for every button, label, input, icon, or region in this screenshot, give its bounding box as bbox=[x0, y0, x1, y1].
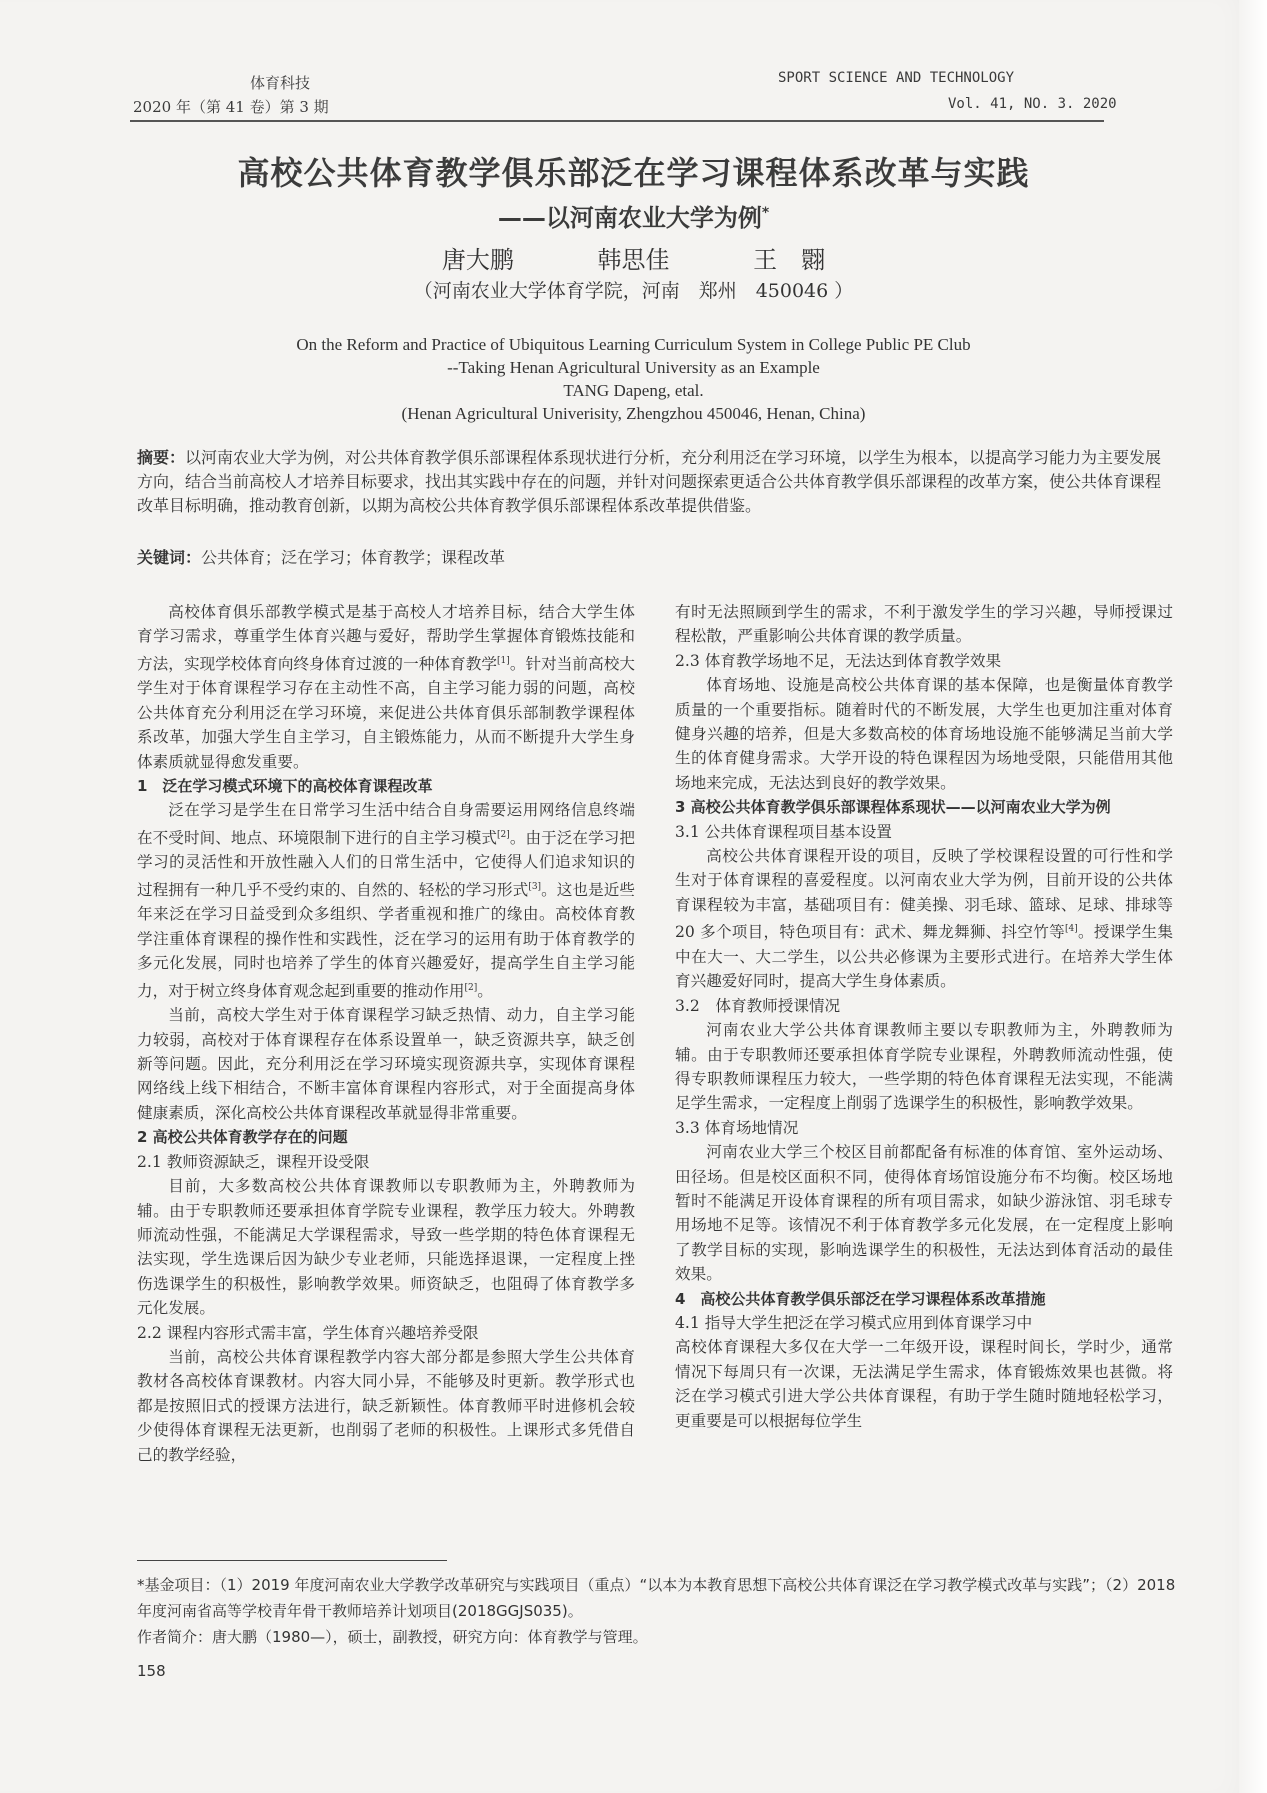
header-journal-en: SPORT SCIENCE AND TECHNOLOGY bbox=[778, 70, 1015, 86]
header-rule bbox=[130, 120, 1104, 122]
paragraph: 泛在学习是学生在日常学习生活中结合自身需要运用网络信息终端在不受时间、地点、环境限制下进行的自主学习模式[2]。由于泛在学习把学习的灵活性和开放性融入人们的日常生活中，它使得人们追求知识的过程拥有一种几乎不受约束的、自然的、轻松的学习形式[3]。这也是近些年来泛在学习日益受到众多组织、学者重视和推广的缘由。高校体育教学注重体育课程的操作性和实践性，泛在学习的运用有助于体育教学的多元化发展，同时也培养了学生的体育兴趣爱好，提高学生自主学习能力，对于树立终身体育观念起到重要的推动作用[2]。 bbox=[137, 801, 635, 1000]
author-bio: 作者简介：唐大鹏（1980—），硕士，副教授，研究方向：体育教学与管理。 bbox=[137, 1628, 648, 1646]
author-list bbox=[0, 240, 1267, 275]
subtitle-text: ——以河南农业大学为例 bbox=[497, 204, 762, 232]
header-journal-cn: 体育科技 bbox=[250, 74, 311, 92]
left-column bbox=[137, 600, 635, 1467]
abstract bbox=[137, 446, 1170, 518]
section-heading: 2 高校公共体育教学存在的问题 bbox=[137, 1128, 348, 1147]
english-title: On the Reform and Practice of Ubiquitous Learning Curriculum System in College Public PE Club bbox=[296, 335, 971, 354]
paragraph: 有时无法照顾到学生的需求，不利于激发学生的学习兴趣，导师授课过程松散，严重影响公共体育课的教学质量。 bbox=[675, 603, 1173, 646]
english-affiliation: (Henan Agricultural Univerisity, Zhengzhou 450046, Henan, China) bbox=[401, 404, 866, 423]
subsection-heading: 3.3 体育场地情况 bbox=[675, 1118, 799, 1137]
paragraph: 河南农业大学公共体育课教师主要以专职教师为主，外聘教师为辅。由于专职教师还要承担体育学院专业课程，外聘教师流动性强，使得专职教师课程压力较大，一些学期的特色体育课程无法实现，不能满足学生需求，一定程度上削弱了选课学生的积极性，影响教学效果。 bbox=[675, 1021, 1173, 1113]
section-heading: 3 高校公共体育教学俱乐部课程体系现状——以河南农业大学为例 bbox=[675, 798, 1111, 817]
citation-marker: [2] bbox=[497, 829, 510, 840]
citation-marker: [3] bbox=[528, 881, 542, 892]
paragraph: 当前，高校大学生对于体育课程学习缺乏热情、动力，自主学习能力较弱，高校对于体育课程存在体系设置单一，缺乏资源共享，缺乏创新等问题。因此，充分利用泛在学习环境实现资源共享，实现体育课程网络线上线下相结合，不断丰富体育课程内容形式，对于全面提高身体健康素质，深化高校公共体育课程改革就显得非常重要。 bbox=[137, 1006, 635, 1122]
paragraph: 当前，高校公共体育课程教学内容大部分都是参照大学生公共体育教材各高校体育课教材。内容大同小异，不能够及时更新。教学形式也都是按照旧式的授课方法进行，缺乏新颖性。体育教师平时进修机会较少使得体育课程无法更新，也削弱了老师的积极性。上课形式多凭借自己的教学经验， bbox=[137, 1347, 635, 1464]
article-title: 高校公共体育教学俱乐部泛在学习课程体系改革与实践 bbox=[237, 154, 1030, 192]
paragraph: 高校体育课程大多仅在大学一二年级开设，课程时间长，学时少，通常情况下每周只有一次课，无法满足学生需求，体育锻炼效果也甚微。将泛在学习模式引进大学公共体育课程，有助于学生随时随地轻松学习，更重要是可以根据每位学生 bbox=[675, 1338, 1173, 1430]
footnote-rule bbox=[137, 1560, 447, 1561]
english-subtitle: --Taking Henan Agricultural University as an Example bbox=[447, 358, 820, 377]
author-name: 唐大鹏 bbox=[441, 246, 514, 274]
header-issue-en: Vol. 41, NO. 3. 2020 bbox=[948, 96, 1117, 112]
affiliation: （河南农业大学体育学院，河南 郑州 450046 ） bbox=[413, 280, 854, 302]
paragraph: 目前，大多数高校公共体育课教师以专职教师为主，外聘教师为辅。由于专职教师还要承担体育学院专业课程，教学压力较大。外聘教师流动性强，不能满足大学课程需求，导致一些学期的特色体育课程无法实现，学生选课后因为缺少专业老师，只能选择退课，一定程度上挫伤选课学生的积极性，影响教学效果。师资缺乏，也阻碍了体育教学多元化发展。 bbox=[137, 1177, 635, 1318]
subsection-heading: 4.1 指导大学生把泛在学习模式应用到体育课学习中 bbox=[675, 1313, 1033, 1332]
english-author: TANG Dapeng, etal. bbox=[563, 381, 704, 400]
keywords-label: 关键词： bbox=[137, 548, 202, 567]
footnote bbox=[137, 1572, 1177, 1650]
keywords bbox=[137, 545, 1170, 568]
subsection-heading: 3.1 公共体育课程项目基本设置 bbox=[675, 822, 892, 841]
article-subtitle bbox=[0, 198, 1267, 233]
abstract-label: 摘要： bbox=[137, 448, 186, 467]
citation-marker: [1] bbox=[497, 655, 510, 666]
paragraph: 体育场地、设施是高校公共体育课的基本保障，也是衡量体育教学质量的一个重要指标。随着时代的不断发展，大学生也更加注重对体育健身兴趣的培养，但是大多数高校的体育场地设施不能够满足当前大学生的体育健身需求。大学开设的特色课程因为场地受限，只能借用其他场地来完成，无法达到良好的教学效果。 bbox=[675, 676, 1173, 792]
subsection-heading: 2.2 课程内容形式需丰富，学生体育兴趣培养受限 bbox=[137, 1323, 479, 1342]
author-name: 王 翾 bbox=[753, 246, 826, 274]
keywords-text: 公共体育；泛在学习；体育教学；课程改革 bbox=[201, 548, 506, 567]
abstract-text: 以河南农业大学为例，对公共体育教学俱乐部课程体系现状进行分析，充分利用泛在学习环境，以学生为根本，以提高学习能力为主要发展方向，结合当前高校人才培养目标要求，找出其实践中存在的问题，并针对问题探索更适合公共体育教学俱乐部课程的改革方案，使公共体育课程改革目标明确，推动教育创新，以期为高校公共体育教学俱乐部课程体系改革提供借鉴。 bbox=[137, 448, 1162, 515]
citation-marker: [4] bbox=[1065, 924, 1078, 935]
paragraph: 高校体育俱乐部教学模式是基于高校人才培养目标，结合大学生体育学习需求，尊重学生体育兴趣与爱好，帮助学生掌握体育锻炼技能和方法，实现学校体育向终身体育过渡的一种体育教学[1]。针对当前高校大学生对于体育课程学习存在主动性不高，自主学习能力弱的问题，高校公共体育充分利用泛在学习环境，来促进公共体育俱乐部制教学课程体系改革，加强大学生自主学习，自主锻炼能力，从而不断提升大学生身体素质就显得愈发重要。 bbox=[137, 603, 635, 771]
page-number: 158 bbox=[137, 1662, 166, 1680]
author-name: 韩思佳 bbox=[597, 246, 670, 274]
section-heading: 4 高校公共体育教学俱乐部泛在学习课程体系改革措施 bbox=[675, 1289, 1046, 1308]
paragraph: 高校公共体育课程开设的项目，反映了学校课程设置的可行性和学生对于体育课程的喜爱程度。以河南农业大学为例，目前开设的公共体育课程较为丰富，基础项目有：健美操、羽毛球、篮球、足球、排球等 20 多个项目，特色项目有：武术、舞龙舞狮、抖空竹等[4]。授课学生集中在大一、大二学生，以公共必修课为主要形式进行。在培养大学生体育兴趣爱好同时，提高大学生身体素质。 bbox=[675, 847, 1173, 991]
subsection-heading: 3.2 体育教师授课情况 bbox=[675, 996, 841, 1015]
subsection-heading: 2.3 体育教学场地不足，无法达到体育教学效果 bbox=[675, 651, 1002, 670]
subsection-heading: 2.1 教师资源缺乏，课程开设受限 bbox=[137, 1152, 370, 1171]
paragraph: 河南农业大学三个校区目前都配备有标准的体育馆、室外运动场、田径场。但是校区面积不同，使得体育场馆设施分布不均衡。校区场地暂时不能满足开设体育课程的所有项目需求，如缺少游泳馆、羽毛球专用场地不足等。该情况不利于体育教学多元化发展，在一定程度上影响了教学目标的实现，影响选课学生的积极性，无法达到体育活动的最佳效果。 bbox=[675, 1143, 1173, 1284]
section-heading: 1 泛在学习模式环境下的高校体育课程改革 bbox=[137, 777, 433, 796]
subtitle-footnote-mark: * bbox=[761, 205, 770, 221]
header-issue-cn: 2020 年（第 41 卷）第 3 期 bbox=[133, 98, 329, 116]
funding-note: *基金项目：（1）2019 年度河南农业大学教学改革研究与实践项目（重点）“以本为本教育思想下高校公共体育课泛在学习教学模式改革与实践”；（2）2018 年度河南省高等学校青年骨干教师培养计划项目(2018GGJS035)。 bbox=[137, 1576, 1176, 1620]
right-column bbox=[675, 600, 1173, 1433]
citation-marker: [2] bbox=[464, 982, 478, 993]
